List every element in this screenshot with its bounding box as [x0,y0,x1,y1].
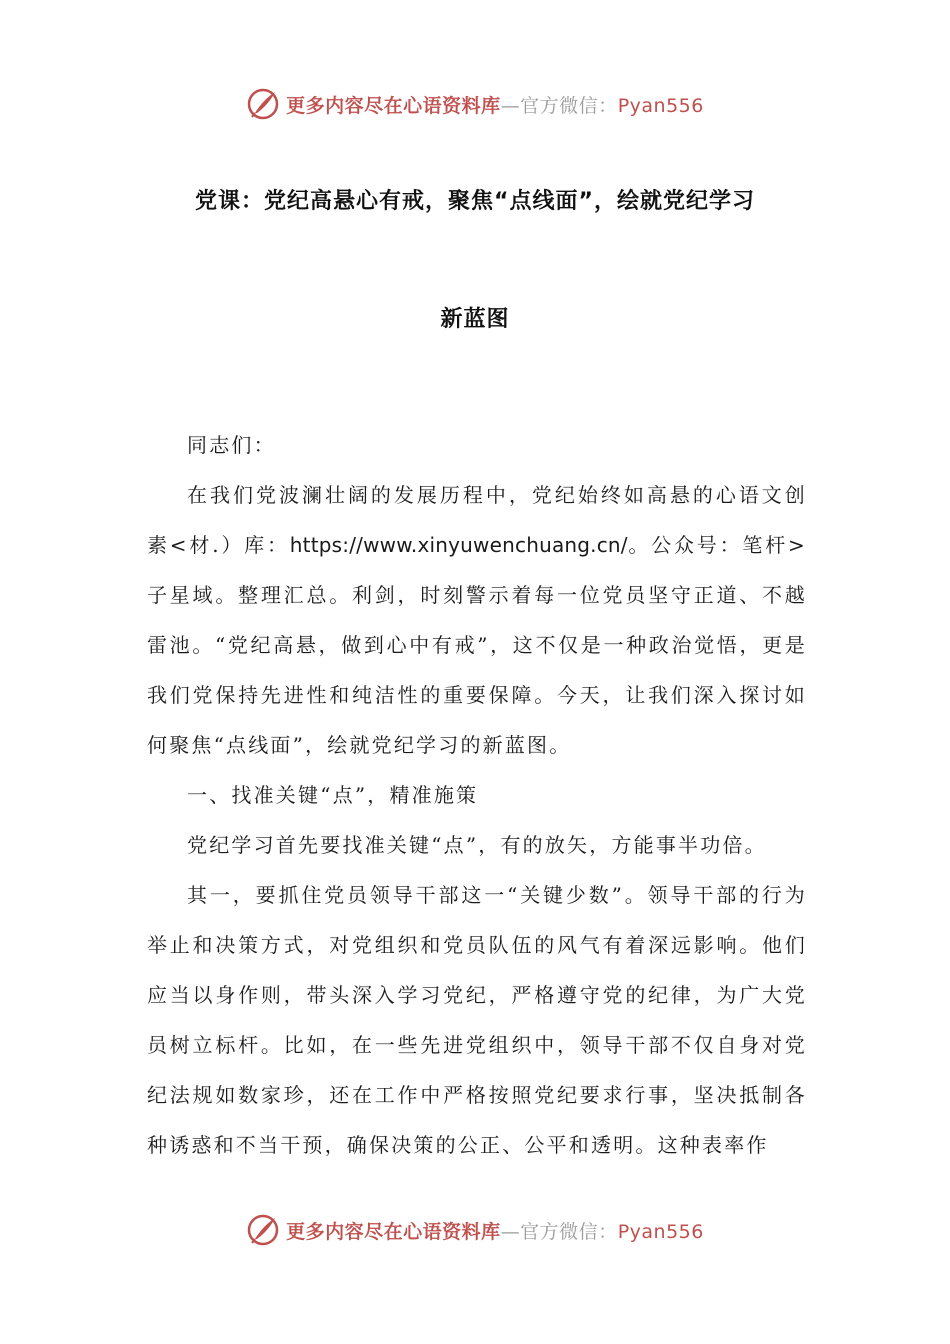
document-body [147,420,807,1170]
banner-account: Pyan556 [617,1220,704,1243]
paragraph-2: 党纪学习首先要找准关键“点”，有的放矢，方能事半功倍。 [187,833,767,857]
banner-account: Pyan556 [617,94,704,117]
quill-pen-icon [246,1213,280,1247]
paragraph-intro-part-2: 。公众号：笔杆>子星域。整理汇总。利剑，时刻警示着每一位党员坚守正道、不越雷池。“党纪高悬，做到心中有戒”，这不仅是一种政治觉悟，更是我们党保持先进性和纯洁性的重要保障。今天，让我们深入探讨如何聚焦“点线面”，绘就党纪学习的新蓝图。 [147,533,807,757]
greeting: 同志们： [187,433,276,457]
header-watermark-banner [0,82,950,126]
footer-watermark-banner [0,1208,950,1252]
banner-text [286,91,704,118]
paragraph-3: 其一，要抓住党员领导干部这一“关键少数”。领导干部的行为举止和决策方式，对党组织和党员队伍的风气有着深远影响。他们应当以身作则，带头深入学习党纪，严格遵守党的纪律，为广大党员树立标杆。比如，在一些先进党组织中，领导干部不仅自身对党纪法规如数家珍，还在工作中严格按照党纪要求行事，坚决抵制各种诱惑和不当干预，确保决策的公正、公平和透明。这种表率作 [147,883,807,1157]
section-heading-1: 一、找准关键“点”，精准施策 [187,783,479,807]
website-url: https://www.xinyuwenchuang.cn/ [289,533,628,557]
paragraph-intro [147,470,807,770]
banner-official-label: 官方微信： [520,1220,618,1243]
banner-dash: — [500,1220,521,1243]
banner-official-label: 官方微信： [520,94,618,117]
quill-pen-icon [246,87,280,121]
document-title-line-1: 党课：党纪高悬心有戒，聚焦“点线面”，绘就党纪学习 [195,189,755,214]
paragraph-intro-part-1: 在我们党波澜壮阔的发展历程中，党纪始终如高悬的心语文创素<材.）库： [147,483,807,557]
banner-dash: — [500,94,521,117]
banner-brand: 更多内容尽在心语资料库 [286,94,501,117]
document-title-line-2: 新蓝图 [440,307,510,332]
banner-text [286,1217,704,1244]
banner-brand: 更多内容尽在心语资料库 [286,1220,501,1243]
